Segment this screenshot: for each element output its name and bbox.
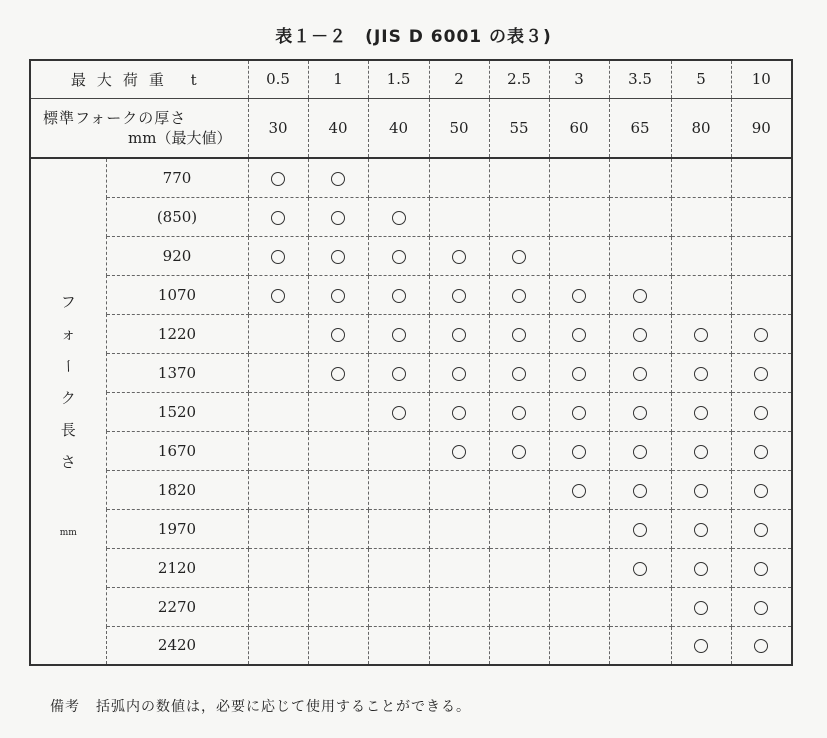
circle-mark-icon — [452, 289, 466, 303]
fork-length-row — [30, 275, 792, 314]
availability-cell — [308, 626, 368, 665]
availability-cell — [429, 392, 489, 431]
circle-mark-icon — [572, 445, 586, 459]
availability-cell — [671, 158, 731, 197]
availability-cell — [308, 158, 368, 197]
table-title: 表１－２ (JIS D 6001 の表３) — [275, 27, 552, 47]
fork-length-row — [30, 158, 792, 197]
load-value-cell: 0.5 — [248, 60, 308, 98]
fork-length-value: 770 — [106, 158, 248, 197]
fork-length-row — [30, 197, 792, 236]
availability-cell — [489, 470, 549, 509]
availability-cell — [671, 197, 731, 236]
fork-length-value: 2270 — [106, 587, 248, 626]
availability-cell — [489, 314, 549, 353]
availability-cell — [731, 392, 792, 431]
availability-cell — [731, 236, 792, 275]
thickness-value-cell: 55 — [489, 98, 549, 158]
availability-cell — [308, 197, 368, 236]
availability-cell — [248, 353, 308, 392]
availability-cell — [489, 158, 549, 197]
circle-mark-icon — [633, 289, 647, 303]
availability-cell — [308, 353, 368, 392]
circle-mark-icon — [754, 562, 768, 576]
fork-length-label-cell — [30, 158, 106, 665]
availability-cell — [549, 548, 609, 587]
availability-cell — [731, 431, 792, 470]
circle-mark-icon — [633, 328, 647, 342]
circle-mark-icon — [754, 328, 768, 342]
availability-cell — [489, 587, 549, 626]
availability-cell — [248, 236, 308, 275]
availability-cell — [248, 509, 308, 548]
availability-cell — [609, 353, 671, 392]
circle-mark-icon — [392, 289, 406, 303]
availability-cell — [308, 470, 368, 509]
availability-cell — [609, 626, 671, 665]
fork-thickness-label — [30, 98, 248, 158]
availability-cell — [248, 470, 308, 509]
circle-mark-icon — [331, 250, 345, 264]
availability-cell — [671, 275, 731, 314]
load-value-cell: 3 — [549, 60, 609, 98]
availability-cell — [549, 314, 609, 353]
availability-cell — [609, 548, 671, 587]
availability-cell — [368, 431, 429, 470]
thickness-value-cell: 30 — [248, 98, 308, 158]
thickness-value-cell: 80 — [671, 98, 731, 158]
availability-cell — [489, 275, 549, 314]
circle-mark-icon — [512, 406, 526, 420]
availability-cell — [609, 392, 671, 431]
availability-cell — [671, 470, 731, 509]
availability-cell — [368, 158, 429, 197]
availability-cell — [671, 392, 731, 431]
fork-thickness-label-line1: 標準フォークの厚さ — [43, 108, 187, 127]
circle-mark-icon — [694, 406, 708, 420]
availability-cell — [731, 197, 792, 236]
availability-cell — [489, 548, 549, 587]
circle-mark-icon — [572, 367, 586, 381]
availability-cell — [248, 158, 308, 197]
circle-mark-icon — [392, 250, 406, 264]
availability-cell — [731, 275, 792, 314]
circle-mark-icon — [694, 601, 708, 615]
circle-mark-icon — [331, 289, 345, 303]
remarks-text: 括弧内の数値は，必要に応じて使用することができる。 — [96, 699, 471, 715]
availability-cell — [549, 509, 609, 548]
remarks-note — [50, 696, 471, 716]
fork-length-value: 1520 — [106, 392, 248, 431]
availability-cell — [489, 509, 549, 548]
availability-cell — [308, 587, 368, 626]
availability-cell — [549, 587, 609, 626]
circle-mark-icon — [271, 289, 285, 303]
fork-length-row — [30, 314, 792, 353]
availability-cell — [671, 353, 731, 392]
fork-length-value: 1820 — [106, 470, 248, 509]
load-value-cell: 1 — [308, 60, 368, 98]
circle-mark-icon — [512, 328, 526, 342]
thickness-value-cell: 65 — [609, 98, 671, 158]
availability-cell — [248, 392, 308, 431]
availability-cell — [368, 470, 429, 509]
thickness-value-cell: 40 — [308, 98, 368, 158]
availability-cell — [368, 392, 429, 431]
fork-length-row — [30, 548, 792, 587]
fork-length-row — [30, 470, 792, 509]
availability-cell — [308, 548, 368, 587]
availability-cell — [731, 314, 792, 353]
availability-cell — [549, 626, 609, 665]
circle-mark-icon — [694, 562, 708, 576]
fork-length-value: (850) — [106, 197, 248, 236]
load-value-cell: 2.5 — [489, 60, 549, 98]
load-value-cell: 10 — [731, 60, 792, 98]
circle-mark-icon — [331, 211, 345, 225]
load-value-cell: 3.5 — [609, 60, 671, 98]
fork-length-row — [30, 392, 792, 431]
availability-cell — [489, 197, 549, 236]
availability-cell — [609, 587, 671, 626]
availability-cell — [368, 548, 429, 587]
availability-cell — [609, 197, 671, 236]
availability-cell — [308, 431, 368, 470]
circle-mark-icon — [512, 367, 526, 381]
fork-thickness-label-line2: mm（最大値） — [128, 128, 232, 147]
circle-mark-icon — [694, 445, 708, 459]
load-header-row — [30, 60, 792, 98]
circle-mark-icon — [271, 211, 285, 225]
availability-cell — [731, 158, 792, 197]
availability-cell — [549, 470, 609, 509]
availability-cell — [731, 509, 792, 548]
availability-cell — [671, 626, 731, 665]
circle-mark-icon — [452, 406, 466, 420]
availability-cell — [429, 626, 489, 665]
availability-cell — [549, 392, 609, 431]
availability-cell — [248, 431, 308, 470]
availability-cell — [429, 470, 489, 509]
availability-cell — [609, 431, 671, 470]
fork-length-row — [30, 587, 792, 626]
circle-mark-icon — [694, 484, 708, 498]
availability-cell — [609, 275, 671, 314]
thickness-value-cell: 40 — [368, 98, 429, 158]
load-value-cell: 5 — [671, 60, 731, 98]
fork-length-row — [30, 626, 792, 665]
circle-mark-icon — [754, 445, 768, 459]
availability-cell — [609, 470, 671, 509]
circle-mark-icon — [512, 250, 526, 264]
availability-cell — [609, 509, 671, 548]
availability-cell — [429, 509, 489, 548]
availability-cell — [248, 626, 308, 665]
availability-cell — [368, 314, 429, 353]
availability-cell — [731, 626, 792, 665]
availability-cell — [609, 236, 671, 275]
availability-cell — [671, 236, 731, 275]
circle-mark-icon — [392, 328, 406, 342]
load-value-cell: 2 — [429, 60, 489, 98]
fork-length-row — [30, 236, 792, 275]
availability-cell — [671, 431, 731, 470]
availability-cell — [368, 236, 429, 275]
circle-mark-icon — [452, 367, 466, 381]
fork-length-row — [30, 353, 792, 392]
availability-cell — [429, 353, 489, 392]
availability-cell — [429, 158, 489, 197]
fork-length-value: 1670 — [106, 431, 248, 470]
circle-mark-icon — [754, 367, 768, 381]
circle-mark-icon — [452, 445, 466, 459]
max-load-label: 最大荷重 t — [30, 60, 248, 98]
circle-mark-icon — [572, 328, 586, 342]
circle-mark-icon — [754, 406, 768, 420]
circle-mark-icon — [633, 484, 647, 498]
availability-cell — [248, 587, 308, 626]
circle-mark-icon — [633, 445, 647, 459]
thickness-header-row — [30, 98, 792, 158]
availability-cell — [489, 431, 549, 470]
fork-length-row — [30, 509, 792, 548]
fork-length-label: フ ォ ー ク 長 さ — [59, 292, 78, 471]
circle-mark-icon — [754, 484, 768, 498]
fork-length-value: 1970 — [106, 509, 248, 548]
circle-mark-icon — [512, 289, 526, 303]
circle-mark-icon — [331, 172, 345, 186]
circle-mark-icon — [392, 406, 406, 420]
availability-cell — [308, 509, 368, 548]
availability-cell — [429, 236, 489, 275]
availability-cell — [731, 587, 792, 626]
circle-mark-icon — [633, 562, 647, 576]
availability-cell — [549, 353, 609, 392]
circle-mark-icon — [694, 328, 708, 342]
thickness-value-cell: 90 — [731, 98, 792, 158]
availability-cell — [368, 509, 429, 548]
circle-mark-icon — [754, 523, 768, 537]
circle-mark-icon — [271, 250, 285, 264]
circle-mark-icon — [754, 601, 768, 615]
availability-cell — [429, 587, 489, 626]
fork-length-unit: mm — [59, 527, 77, 538]
fork-length-value: 920 — [106, 236, 248, 275]
availability-cell — [549, 236, 609, 275]
availability-cell — [671, 314, 731, 353]
circle-mark-icon — [633, 523, 647, 537]
circle-mark-icon — [694, 367, 708, 381]
fork-length-value: 2120 — [106, 548, 248, 587]
availability-cell — [731, 470, 792, 509]
circle-mark-icon — [271, 172, 285, 186]
fork-spec-table — [29, 59, 793, 666]
availability-cell — [368, 197, 429, 236]
fork-length-value: 1370 — [106, 353, 248, 392]
circle-mark-icon — [572, 289, 586, 303]
availability-cell — [671, 509, 731, 548]
availability-cell — [429, 275, 489, 314]
availability-cell — [308, 314, 368, 353]
circle-mark-icon — [512, 445, 526, 459]
circle-mark-icon — [452, 250, 466, 264]
remarks-tag: 備考 — [50, 699, 80, 715]
availability-cell — [248, 197, 308, 236]
fork-length-value: 2420 — [106, 626, 248, 665]
thickness-value-cell: 60 — [549, 98, 609, 158]
circle-mark-icon — [331, 328, 345, 342]
availability-cell — [429, 197, 489, 236]
availability-cell — [368, 275, 429, 314]
availability-cell — [368, 353, 429, 392]
availability-cell — [489, 392, 549, 431]
availability-cell — [248, 275, 308, 314]
availability-cell — [489, 236, 549, 275]
availability-cell — [248, 548, 308, 587]
availability-cell — [429, 548, 489, 587]
circle-mark-icon — [452, 328, 466, 342]
availability-cell — [489, 353, 549, 392]
circle-mark-icon — [392, 211, 406, 225]
circle-mark-icon — [754, 639, 768, 653]
thickness-value-cell: 50 — [429, 98, 489, 158]
availability-cell — [489, 626, 549, 665]
availability-cell — [549, 158, 609, 197]
availability-cell — [549, 275, 609, 314]
availability-cell — [368, 626, 429, 665]
load-value-cell: 1.5 — [368, 60, 429, 98]
circle-mark-icon — [633, 367, 647, 381]
circle-mark-icon — [633, 406, 647, 420]
availability-cell — [549, 431, 609, 470]
availability-cell — [671, 587, 731, 626]
availability-cell — [248, 314, 308, 353]
fork-length-value: 1070 — [106, 275, 248, 314]
availability-cell — [429, 431, 489, 470]
availability-cell — [429, 314, 489, 353]
circle-mark-icon — [694, 639, 708, 653]
circle-mark-icon — [694, 523, 708, 537]
availability-cell — [609, 314, 671, 353]
availability-cell — [308, 275, 368, 314]
availability-cell — [731, 353, 792, 392]
availability-cell — [731, 548, 792, 587]
circle-mark-icon — [392, 367, 406, 381]
circle-mark-icon — [331, 367, 345, 381]
availability-cell — [549, 197, 609, 236]
availability-cell — [368, 587, 429, 626]
fork-length-row — [30, 431, 792, 470]
availability-cell — [671, 548, 731, 587]
availability-cell — [609, 158, 671, 197]
availability-cell — [308, 236, 368, 275]
circle-mark-icon — [572, 484, 586, 498]
circle-mark-icon — [572, 406, 586, 420]
fork-length-value: 1220 — [106, 314, 248, 353]
availability-cell — [308, 392, 368, 431]
